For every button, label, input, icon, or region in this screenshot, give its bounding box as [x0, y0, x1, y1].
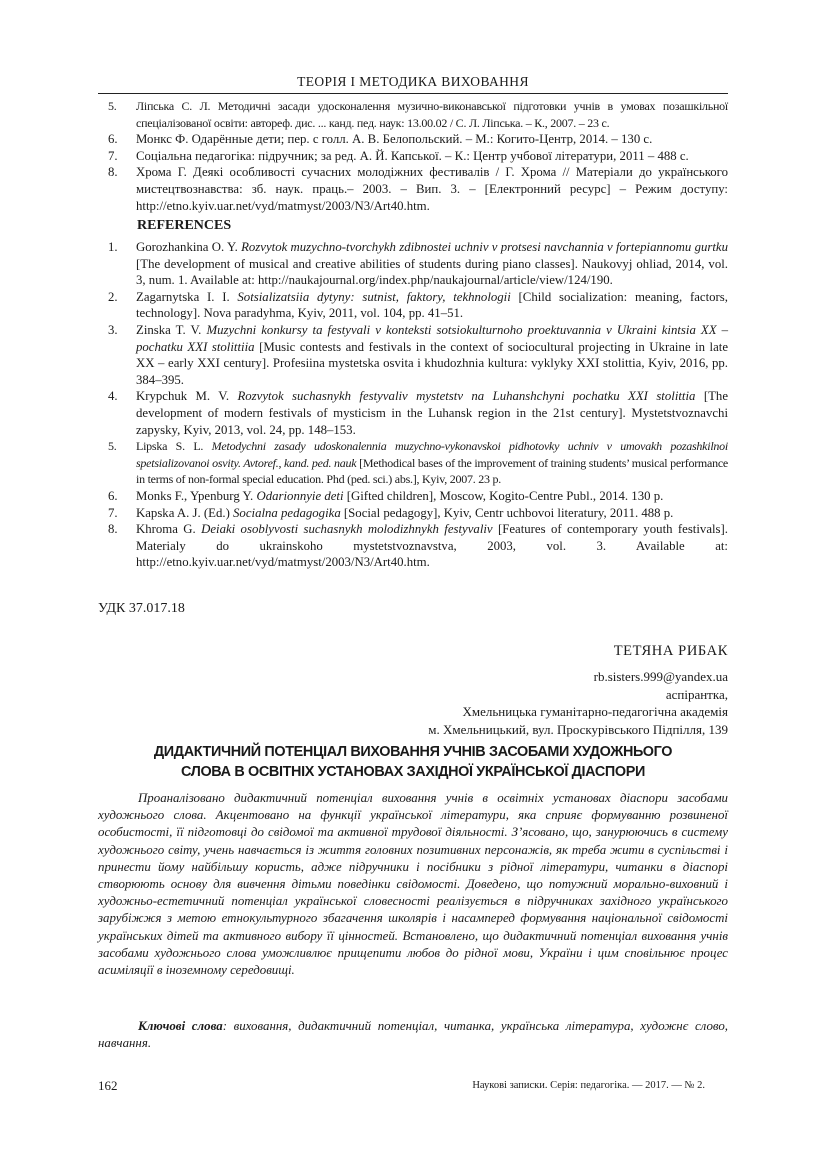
reference-rest: [The development of modern festivals of mysticism in the Luhansk region in the 21st century]. Mystetstvoznavchi zapysky, Kyiv, 2013, vol. 24, pp. 148–153. [136, 389, 729, 437]
reference-item [108, 322, 728, 388]
keywords-text: виховання, дидактичний потенціал, читанка, українська література, художнє слово, навчання. [98, 1019, 728, 1051]
reference-title: Odarionnyie deti [256, 488, 344, 503]
reference-text: Ліпська С. Л. Методичні засади удосконалення музично-виконавської підготовки учнів в умовах позашкільної спеціалізованої освіти: автореф. дис. ... канд. пед. наук: 13.00.02 / С. Л. Ліпська. – К., 2007. – 23 с. [136, 99, 728, 130]
reference-item [108, 239, 728, 289]
reference-author: Monks F., Ypenburg Y. [136, 488, 254, 503]
reference-rest: [Child socialization: meaning, factors, technology]. Nova paradyhma, Kyiv, 2011, vol. 104, pp. 41–51. [136, 289, 728, 321]
keywords-separator: : [222, 1019, 227, 1033]
reference-number: 1. [108, 240, 118, 254]
reference-number: 7. [108, 505, 118, 520]
journal-footer: Наукові записки. Серія: педагогіка. — 2017. — № 2. [472, 1080, 705, 1091]
reference-number: 8. [108, 165, 118, 180]
reference-author: Zagarnytska I. I. [136, 289, 230, 304]
reference-item [108, 388, 728, 438]
reference-rest: [Social pedagogy], Kyiv, Centr uchbovoi literatury, 2011. 488 p. [343, 505, 674, 520]
reference-title: Deiaki osoblyvosti suchasnykh molodizhnykh festyvaliv [201, 522, 493, 537]
reference-title: Muzychni konkursy ta festyvali v konteksti sotsiokulturnoho proektuvannia v Ukraini kintsia XX – pochatku XXI stolittiia [136, 322, 729, 354]
reference-rest: [The development of musical and creative abilities of students during piano classes]. Naukovyj ohliad, 2014, vol. 3, num. 1. Available at: http://naukajournal.org/index.php/naukajournal/article/view/124/190. [136, 256, 728, 288]
reference-number: 2. [108, 289, 118, 304]
reference-item [108, 289, 728, 322]
reference-number: 6. [108, 488, 118, 503]
references-heading: REFERENCES [137, 218, 232, 233]
reference-item [108, 131, 728, 148]
reference-author: Gorozhankina O. Y. [136, 240, 238, 254]
author-affiliation [428, 668, 728, 738]
reference-text: Соціальна педагогіка: підручник; за ред. А. Й. Капської. – К.: Центр учбової літератури, 2011 – 488 с. [136, 148, 689, 163]
article-title-line: СЛОВА В ОСВІТНІХ УСТАНОВАХ ЗАХІДНОЇ УКРАЇНСЬКОЇ ДІАСПОРИ [181, 764, 645, 780]
reference-author: Kapska A. J. (Ed.) [136, 505, 230, 520]
reference-number: 5. [108, 439, 117, 454]
reference-author: Krypchuk M. V. [136, 389, 230, 404]
reference-item [108, 488, 728, 505]
running-header: ТЕОРІЯ І МЕТОДИКА ВИХОВАННЯ [297, 74, 529, 89]
reference-item [108, 505, 728, 522]
reference-rest: [Methodical bases of the improvement of training students’ musical performance in terms of non-formal special education. Phd (ped. sci.) abs.], Kyiv, 2007. 23 p. [136, 455, 728, 487]
reference-number: 5. [108, 99, 117, 113]
reference-author: Zinska T. V. [136, 322, 202, 337]
reference-number: 3. [108, 322, 118, 337]
reference-title: Rozvytok suchasnykh festyvaliv mystetstv na Luhanshchyni pochatku XXI stolittia [237, 389, 696, 404]
reference-title: Rozvytok muzychno-tvorchykh zdibnostei uchniv v protsesi navchannia v fortepiannomu gurtku [241, 240, 728, 254]
reference-text: Хрома Г. Деякі особливості сучасних молодіжних фестивалів / Г. Хрома // Матеріали до українського мистецтвознавства: зб. наук. праць.– 2003. – Вип. 3. – [Електронний ресурс] – Режим доступу: http://etno.kyiv.uar.net/vyd/matmyst/2003/N3/Art40.htm. [136, 165, 728, 213]
reference-text: Монкс Ф. Одарённые дети; пер. с голл. А. В. Белопольский. – М.: Когито-Центр, 2014. – 130 с. [136, 132, 653, 147]
reference-number: 8. [108, 522, 118, 537]
reference-author: Khroma G. [136, 522, 196, 537]
reference-list-ukrainian [108, 98, 728, 214]
keywords-label: Ключові слова [138, 1019, 223, 1033]
article-title-line: ДИДАКТИЧНИЙ ПОТЕНЦІАЛ ВИХОВАННЯ УЧНІВ ЗАСОБАМИ ХУДОЖНЬОГО [153, 744, 673, 760]
author-email: rb.sisters.999@yandex.ua [593, 669, 728, 684]
keywords [98, 1018, 728, 1052]
reference-title: Sotsializatsiia dytyny: sutnist, faktory, tekhnologii [237, 289, 511, 304]
reference-number: 6. [108, 132, 118, 147]
header-divider [98, 93, 728, 94]
reference-item [108, 521, 728, 571]
reference-item [108, 438, 728, 488]
reference-item [108, 164, 728, 214]
reference-number: 4. [108, 389, 118, 404]
reference-author: Lipska S. L. [136, 439, 204, 454]
reference-rest: [Features of contemporary youth festivals]. Materialy do ukrainskoho mystetstvoznavstva, 2003, vol. 3. Available at: http://etno.kyiv.uar.net/vyd/matmyst/2003/N3/Art40.htm. [136, 522, 728, 570]
reference-list-english [108, 239, 728, 571]
page-number: 162 [98, 1078, 118, 1093]
article-title [98, 742, 728, 782]
author-address: м. Хмельницький, вул. Проскурівського Підпілля, 139 [428, 721, 728, 737]
reference-item [108, 98, 728, 131]
abstract: Проаналізовано дидактичний потенціал виховання учнів в освітніх установах діаспори засобами художнього слова. Акцентовано на функції української літератури, яка сприяє формуванню розвиненої особистості, її підготовці до свідомої та активної трудової діяльності. З’ясовано, що, занурюючись в систему художнього світу, учень навчається із життя головних позитивних персонажів, як треба жити в суспільстві і принести йому найбільшу користь, адже підручники і посібники з рідної літератури, читанки в діаспорі створюють основу для вивчення дітьми поведінки свідомості. Доведено, що потужний морально-виховний і художньо-естетичний потенціал української словесності реалізується в підручниках західного українського зарубіжжя з метою етнокультурного збагачення школярів і насамперед формування національної свідомості українських дітей та активного вибору її цінностей. Встановлено, що дидактичний потенціал виховання учнів засобами художнього слова уможливлює прищепити любов до рідної мови, України і цим сповільнює процес асиміляції в іноземному середовищі. [98, 791, 728, 978]
author-position: аспірантка, [665, 686, 728, 702]
reference-title: Socialna pedagogika [233, 505, 341, 520]
reference-number: 7. [108, 148, 118, 163]
reference-item [108, 148, 728, 165]
author-name: ТЕТЯНА РИБАК [613, 643, 728, 659]
reference-title: Metodychni zasady udoskonalennia muzychno-vykonavskoi pidhotovky uchniv v umovakh pozashkilnoi spetsializovanoi osvity. Avtoref., kand. ped. nauk [136, 439, 728, 470]
udk-code: УДК 37.017.18 [98, 601, 185, 616]
reference-rest: [Music contests and festivals in the context of sociocultural projecting in Ukraine in late XX – early XXI century]. Profesiina mystetska osvita i khudozhnia kultura: vyklyky XXI stolittia, Kyiv, 2016, pp. 384–395. [136, 339, 728, 387]
reference-rest: [Gifted children], Moscow, Kogito-Centre Publ., 2014. 130 p. [346, 488, 664, 503]
author-institution: Хмельницька гуманітарно-педагогічна академія [462, 704, 728, 719]
